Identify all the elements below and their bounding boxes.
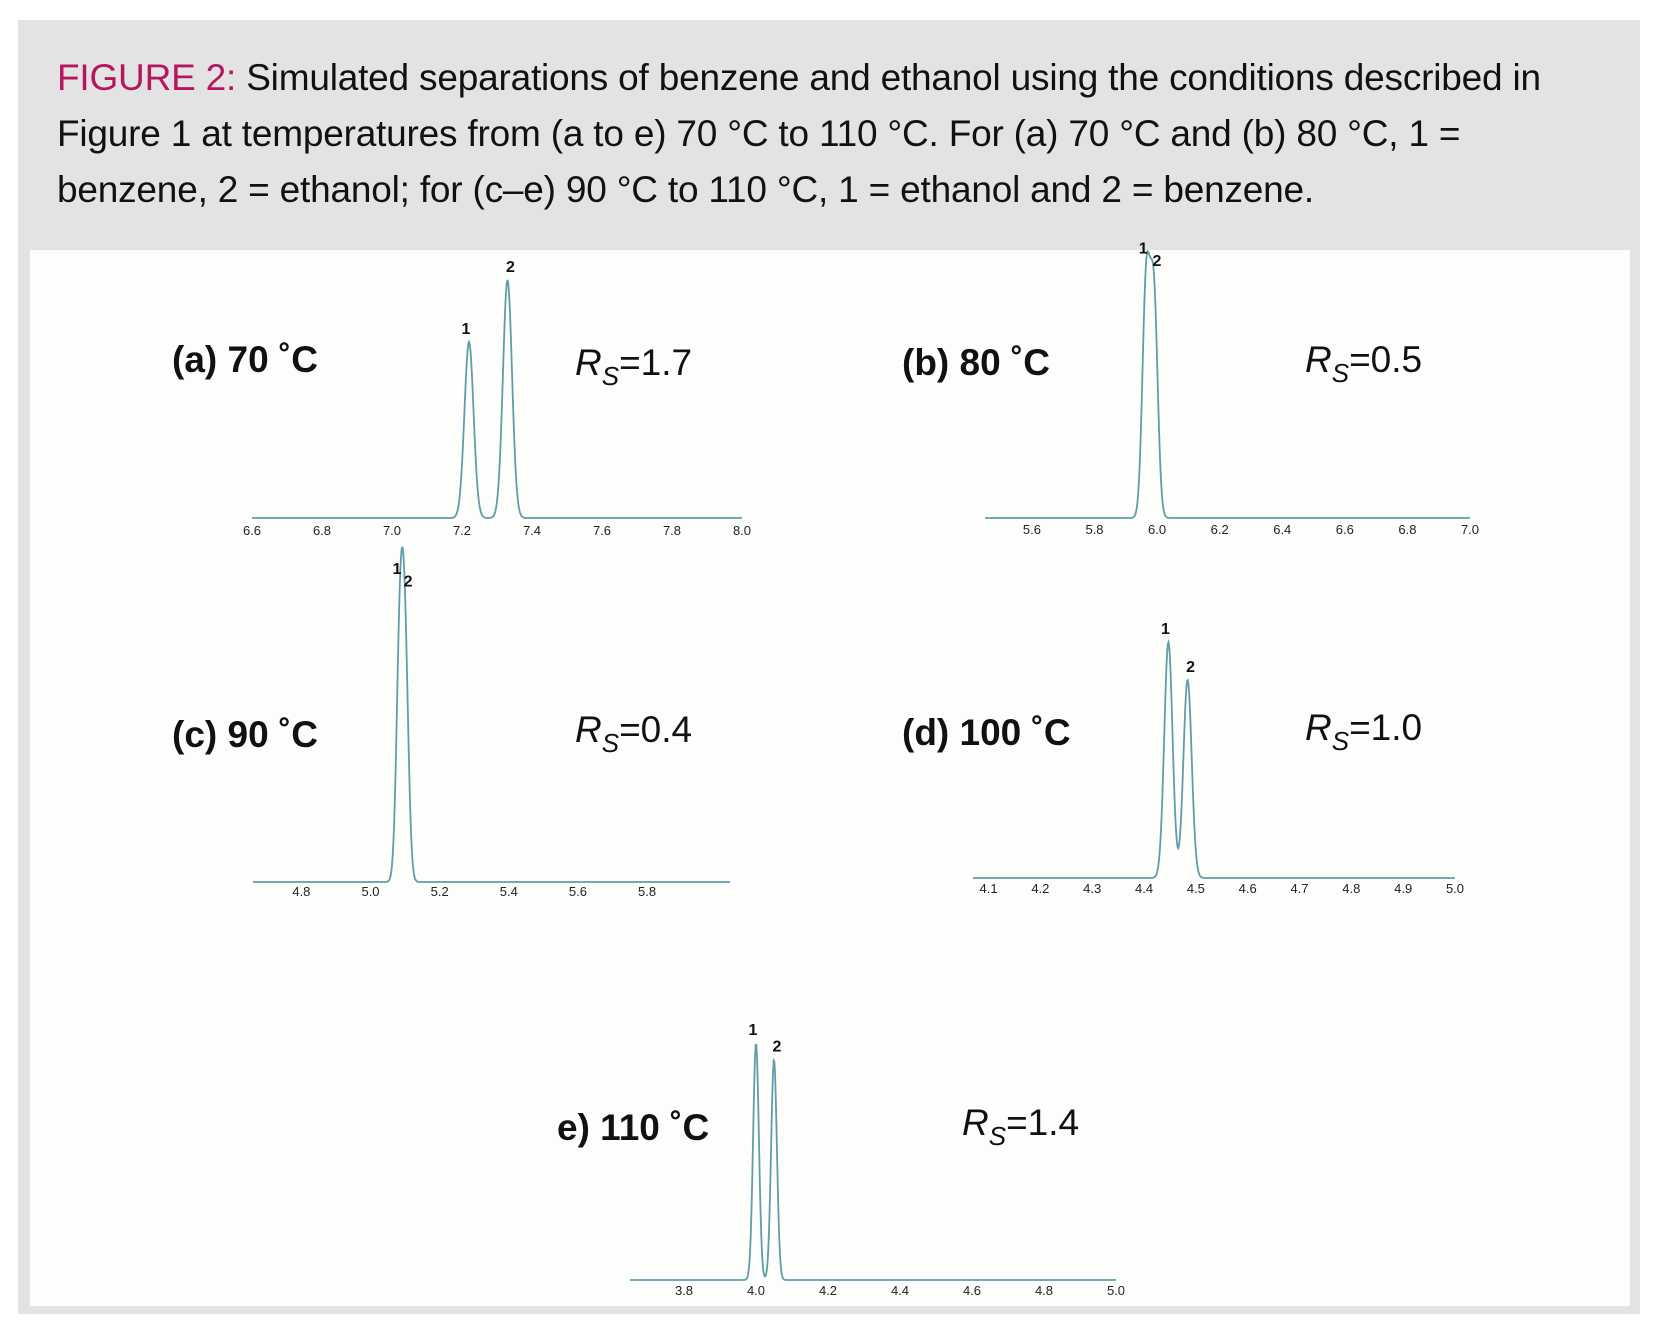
- resolution-label-c: [575, 709, 692, 758]
- tick-label-b: 6.4: [1273, 522, 1292, 537]
- resolution-subscript: S: [988, 1121, 1007, 1151]
- resolution-label-e: [962, 1102, 1079, 1151]
- resolution-label-b: [1305, 339, 1422, 388]
- chromatogram-trace-e: [630, 1045, 1116, 1280]
- chart-title-d: (d) 100 ˚C: [902, 712, 1071, 753]
- chromatogram-trace-a: [252, 280, 742, 518]
- resolution-subscript: S: [1331, 726, 1350, 756]
- resolution-symbol: R: [575, 342, 602, 383]
- figure-label: FIGURE 2:: [57, 57, 237, 98]
- tick-label-c: 5.2: [430, 884, 449, 899]
- tick-label-b: 6.6: [1335, 522, 1354, 537]
- tick-label-c: 5.4: [499, 884, 518, 899]
- tick-label-c: 5.6: [568, 884, 587, 899]
- resolution-label-d: [1305, 707, 1422, 756]
- tick-label-e: 4.8: [1034, 1283, 1054, 1298]
- resolution-symbol: R: [1305, 707, 1332, 748]
- tick-label-a: 6.6: [242, 523, 262, 538]
- resolution-value: =0.4: [619, 709, 693, 750]
- tick-label-b: 6.2: [1210, 522, 1229, 537]
- tick-label-a: 7.0: [382, 523, 402, 538]
- tick-label-e: 4.6: [962, 1283, 982, 1298]
- chart-title-c: (c) 90 ˚C: [172, 714, 318, 755]
- peak-label-e-2: 2: [772, 1038, 782, 1056]
- tick-label-b: 6.8: [1398, 522, 1417, 537]
- chart-title-a: (a) 70 ˚C: [172, 339, 318, 380]
- tick-label-c: 5.0: [361, 884, 380, 899]
- resolution-value: =1.0: [1349, 707, 1423, 748]
- tick-label-e: 4.2: [818, 1283, 838, 1298]
- tick-label-e: 5.0: [1106, 1283, 1126, 1298]
- tick-label-a: 8.0: [732, 523, 752, 538]
- tick-label-d: 4.6: [1238, 881, 1257, 896]
- peak-label-e-1: 1: [748, 1022, 758, 1039]
- resolution-value: =1.4: [1006, 1102, 1080, 1143]
- resolution-value: =1.7: [619, 342, 693, 383]
- tick-label-d: 4.1: [979, 881, 998, 896]
- tick-label-d: 4.2: [1031, 881, 1050, 896]
- peak-label-c-1: 1: [392, 561, 402, 579]
- peak-label-b-1: 1: [1138, 240, 1148, 258]
- tick-label-d: 4.3: [1083, 881, 1102, 896]
- tick-label-c: 5.8: [638, 884, 657, 899]
- resolution-symbol: R: [1305, 339, 1332, 380]
- peak-label-a-1: 1: [461, 320, 471, 338]
- peak-label-a-2: 2: [506, 259, 515, 276]
- chart-title-e: e) 110 ˚C: [557, 1107, 710, 1148]
- tick-label-a: 7.8: [662, 523, 682, 538]
- tick-label-d: 5.0: [1445, 881, 1465, 896]
- chart-title-b: (b) 80 ˚C: [902, 342, 1050, 383]
- tick-label-b: 5.6: [1022, 522, 1041, 537]
- caption-text: Simulated separations of benzene and ethanol using the conditions described in Figure 1 at temperatures from (a to e) 70 °C to 110 °C. For (a) 70 °C and (b) 80 °C, 1 = benzene, 2 = ethanol; for (c–e) 90 °C to 110 °C, 1 = ethanol and 2 = benzene.: [57, 57, 1541, 210]
- tick-label-a: 6.8: [312, 523, 332, 538]
- tick-label-e: 4.0: [746, 1283, 766, 1298]
- tick-label-d: 4.8: [1342, 881, 1361, 896]
- peak-label-c-2: 2: [403, 573, 413, 591]
- tick-label-d: 4.5: [1186, 881, 1205, 896]
- tick-label-a: 7.6: [592, 523, 612, 538]
- peak-label-b-2: 2: [1152, 252, 1162, 270]
- resolution-symbol: R: [962, 1102, 989, 1143]
- resolution-subscript: S: [601, 361, 620, 391]
- tick-label-b: 7.0: [1460, 522, 1480, 537]
- resolution-label-a: [575, 342, 692, 391]
- resolution-subscript: S: [601, 728, 620, 758]
- tick-label-d: 4.7: [1290, 881, 1309, 896]
- peak-label-d-2: 2: [1186, 658, 1196, 676]
- tick-label-d: 4.4: [1134, 881, 1154, 896]
- resolution-value: =0.5: [1349, 339, 1423, 380]
- tick-label-a: 7.4: [522, 523, 542, 538]
- resolution-subscript: S: [1331, 358, 1350, 388]
- peak-label-d-1: 1: [1160, 620, 1170, 638]
- tick-label-a: 7.2: [452, 523, 472, 538]
- resolution-symbol: R: [575, 709, 602, 750]
- tick-label-e: 4.4: [890, 1283, 910, 1298]
- tick-label-b: 5.8: [1085, 522, 1104, 537]
- tick-label-b: 6.0: [1148, 522, 1167, 537]
- chromatogram-trace-b: [985, 251, 1470, 518]
- chromatogram-trace-d: [973, 642, 1455, 878]
- tick-label-e: 3.8: [674, 1283, 694, 1298]
- tick-label-c: 4.8: [292, 884, 311, 899]
- tick-label-d: 4.9: [1394, 881, 1413, 896]
